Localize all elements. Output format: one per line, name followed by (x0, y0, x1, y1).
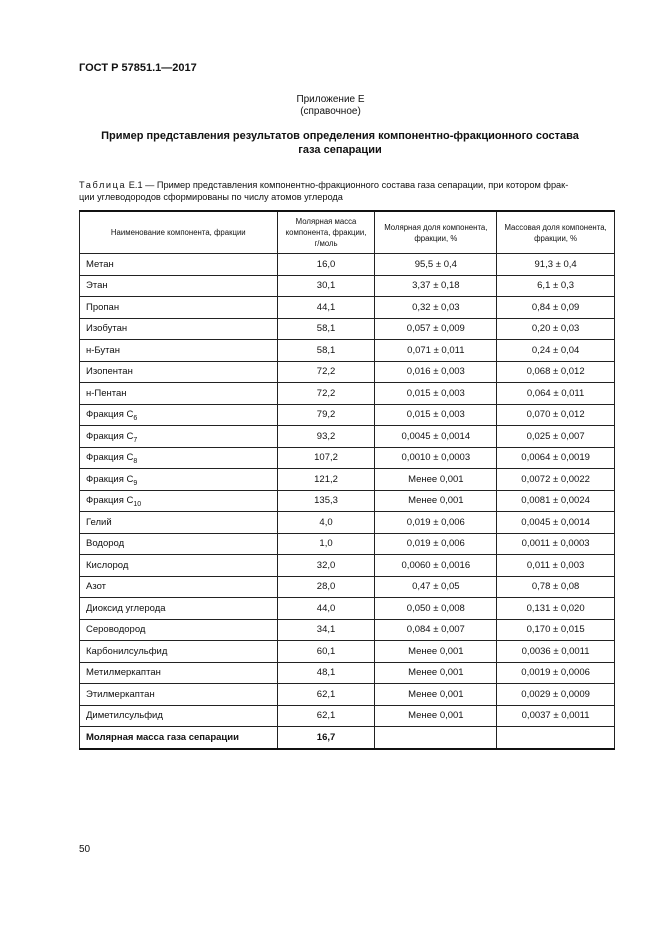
cell-molar-mass (277, 361, 375, 383)
cell-mass-fraction (497, 340, 615, 362)
cell-molar-fraction (375, 404, 497, 426)
cell-molar-mass-text: 32,0 (316, 559, 336, 571)
cell-component-text: Азот (86, 581, 107, 593)
cell-molar-fraction-text: Менее 0,001 (408, 495, 464, 507)
cell-molar-fraction (375, 426, 497, 448)
cell-component-text: Фракция С (86, 473, 134, 485)
table-row (80, 275, 615, 297)
cell-mass-fraction (497, 275, 615, 297)
cell-molar-fraction (375, 684, 497, 706)
cell-molar-fraction (375, 383, 497, 405)
cell-mass-fraction (497, 318, 615, 340)
cell-molar-mass-text: 58,1 (316, 323, 336, 335)
cell-molar-mass-text: 79,2 (316, 409, 336, 421)
table-caption-text-1: — Пример представления компонентно-фракционного состава газа сепарации, при котором фрак- (142, 180, 569, 190)
cell-component (80, 533, 278, 555)
cell-molar-fraction-text: 0,057 ± 0,009 (406, 323, 465, 335)
cell-mass-fraction (497, 447, 615, 469)
cell-mass-fraction-text: 0,0081 ± 0,0024 (521, 495, 590, 507)
cell-component (80, 641, 278, 663)
cell-mass-fraction-text: 0,070 ± 0,012 (526, 409, 585, 421)
header-component: Наименование компонента, фракции (80, 211, 278, 254)
annex-status: (справочное) (300, 106, 361, 117)
cell-molar-fraction (375, 447, 497, 469)
cell-molar-mass (277, 297, 375, 319)
cell-molar-fraction-text: 0,0045 ± 0,0014 (401, 430, 471, 442)
cell-molar-mass-text: 62,1 (316, 688, 336, 700)
cell-component (80, 426, 278, 448)
cell-molar-fraction-text: Менее 0,001 (408, 645, 464, 657)
cell-component (80, 254, 278, 276)
cell-mass-fraction (497, 705, 615, 727)
subscript-carbon-number: 10 (133, 501, 142, 509)
cell-component-text: Метилмеркаптан (86, 667, 161, 679)
cell-molar-fraction (375, 512, 497, 534)
cell-molar-fraction-text: 0,050 ± 0,008 (406, 602, 465, 614)
cell-molar-mass-text: 1,0 (319, 538, 333, 550)
cell-component (80, 705, 278, 727)
table-row (80, 383, 615, 405)
subscript-carbon-number: 7 (133, 436, 138, 444)
composition-table (79, 210, 615, 750)
cell-component (80, 447, 278, 469)
cell-molar-fraction (375, 576, 497, 598)
cell-mass-fraction (497, 254, 615, 276)
cell-mass-fraction (497, 426, 615, 448)
table-row (80, 684, 615, 706)
cell-molar-fraction-text: 3,37 ± 0,18 (412, 280, 460, 292)
cell-molar-mass (277, 598, 375, 620)
cell-component-text: Изопентан (86, 366, 133, 378)
cell-component (80, 469, 278, 491)
cell-mass-fraction-text: 0,0019 ± 0,0006 (521, 667, 590, 679)
cell-mass-fraction-text: 0,0037 ± 0,0011 (521, 710, 590, 722)
cell-component-text: Диоксид углерода (86, 602, 166, 614)
cell-molar-mass (277, 383, 375, 405)
cell-molar-fraction-text: 0,016 ± 0,003 (406, 366, 465, 378)
cell-component-text: Гелий (86, 516, 112, 528)
cell-molar-fraction (375, 361, 497, 383)
cell-component-text: Карбонилсульфид (86, 645, 168, 657)
cell-mass-fraction-text: 0,131 ± 0,020 (526, 602, 585, 614)
cell-molar-fraction (375, 555, 497, 577)
cell-mass-fraction-text: 0,0072 ± 0,0022 (521, 473, 590, 485)
table-row (80, 619, 615, 641)
cell-component-text: Фракция С (86, 495, 134, 507)
cell-molar-mass (277, 490, 375, 512)
cell-component (80, 275, 278, 297)
cell-molar-fraction (375, 619, 497, 641)
total-empty-cell (375, 727, 497, 749)
cell-component-text: Пропан (86, 301, 120, 313)
cell-molar-mass-text: 28,0 (316, 581, 336, 593)
cell-molar-fraction (375, 275, 497, 297)
total-empty-cell (497, 727, 615, 749)
cell-mass-fraction-text: 0,0045 ± 0,0014 (521, 516, 590, 528)
table-row (80, 576, 615, 598)
cell-molar-mass (277, 469, 375, 491)
subscript-carbon-number: 6 (133, 415, 138, 423)
cell-molar-mass-text: 16,0 (316, 258, 336, 270)
cell-component-text: Диметилсульфид (86, 710, 163, 722)
cell-molar-fraction-text: 0,015 ± 0,003 (406, 409, 465, 421)
total-label: Молярная масса газа сепарации (80, 727, 278, 749)
cell-mass-fraction-text: 0,0036 ± 0,0011 (521, 645, 590, 657)
cell-molar-mass (277, 662, 375, 684)
table-row (80, 490, 615, 512)
cell-component (80, 340, 278, 362)
cell-component-text: Изобутан (86, 323, 128, 335)
cell-molar-mass-text: 72,2 (316, 366, 336, 378)
cell-molar-mass-text: 93,2 (316, 430, 336, 442)
table-caption (79, 179, 619, 203)
cell-component (80, 598, 278, 620)
cell-molar-mass (277, 641, 375, 663)
cell-mass-fraction-text: 0,0029 ± 0,0009 (521, 688, 590, 700)
cell-molar-mass (277, 533, 375, 555)
cell-molar-mass (277, 275, 375, 297)
cell-mass-fraction-text: 0,064 ± 0,011 (526, 387, 585, 399)
cell-mass-fraction-text: 6,1 ± 0,3 (537, 280, 575, 292)
cell-molar-fraction-text: Менее 0,001 (408, 688, 464, 700)
cell-molar-fraction-text: 0,0060 ± 0,0016 (401, 559, 471, 571)
cell-molar-fraction (375, 469, 497, 491)
page-number: 50 (79, 844, 91, 855)
cell-molar-fraction-text: 0,019 ± 0,006 (406, 538, 465, 550)
cell-molar-mass-text: 30,1 (316, 280, 336, 292)
document-title-line1: Пример представления результатов определения компонентно-фракционного состава (101, 130, 579, 142)
table-row (80, 662, 615, 684)
cell-mass-fraction (497, 619, 615, 641)
annex-title: Приложение Е (296, 94, 365, 105)
cell-mass-fraction-text: 0,24 ± 0,04 (531, 344, 580, 356)
cell-molar-fraction (375, 340, 497, 362)
cell-mass-fraction (497, 641, 615, 663)
cell-mass-fraction (497, 576, 615, 598)
cell-molar-fraction-text: Менее 0,001 (408, 473, 464, 485)
cell-molar-mass (277, 684, 375, 706)
table-row (80, 297, 615, 319)
table-row (80, 705, 615, 727)
cell-molar-mass (277, 254, 375, 276)
cell-mass-fraction-text: 91,3 ± 0,4 (534, 258, 577, 270)
cell-molar-fraction (375, 254, 497, 276)
table-row (80, 512, 615, 534)
cell-molar-fraction (375, 297, 497, 319)
cell-component (80, 490, 278, 512)
cell-mass-fraction-text: 0,025 ± 0,007 (526, 430, 585, 442)
table-body (80, 254, 615, 749)
table-label: Таблица (79, 180, 127, 190)
table-row (80, 469, 615, 491)
cell-molar-fraction-text: 0,0010 ± 0,0003 (401, 452, 471, 464)
cell-component (80, 512, 278, 534)
cell-molar-fraction (375, 598, 497, 620)
cell-molar-fraction (375, 641, 497, 663)
cell-molar-mass (277, 318, 375, 340)
cell-molar-mass (277, 576, 375, 598)
table-row (80, 598, 615, 620)
cell-mass-fraction-text: 0,0064 ± 0,0019 (521, 452, 590, 464)
cell-molar-mass-text: 58,1 (316, 344, 336, 356)
cell-molar-mass-text: 48,1 (316, 667, 336, 679)
cell-component-text: Фракция С (86, 452, 134, 464)
cell-component (80, 684, 278, 706)
cell-molar-fraction (375, 662, 497, 684)
cell-molar-mass-text: 4,0 (319, 516, 333, 528)
table-row (80, 254, 615, 276)
cell-molar-mass-text: 34,1 (316, 624, 336, 636)
cell-molar-fraction-text: Менее 0,001 (408, 710, 464, 722)
cell-molar-fraction-text: 0,015 ± 0,003 (406, 387, 465, 399)
cell-mass-fraction (497, 469, 615, 491)
cell-mass-fraction-text: 0,011 ± 0,003 (526, 559, 585, 571)
cell-component (80, 555, 278, 577)
cell-mass-fraction-text: 0,84 ± 0,09 (531, 301, 580, 313)
cell-molar-mass-text: 44,0 (316, 602, 336, 614)
cell-molar-mass-text: 121,2 (314, 473, 338, 485)
header-molar-fraction: Молярная доля компонента, фракции, % (375, 211, 497, 254)
cell-molar-mass-text: 107,2 (314, 452, 338, 464)
cell-component (80, 361, 278, 383)
cell-molar-mass-text: 60,1 (316, 645, 336, 657)
cell-mass-fraction (497, 598, 615, 620)
cell-molar-mass (277, 705, 375, 727)
cell-mass-fraction (497, 404, 615, 426)
cell-molar-mass-text: 44,1 (316, 301, 336, 313)
cell-mass-fraction (497, 490, 615, 512)
cell-component (80, 404, 278, 426)
cell-component (80, 318, 278, 340)
header-molar-mass: Молярная масса компонента, фракции, г/моль (277, 211, 375, 254)
cell-mass-fraction-text: 0,0011 ± 0,0003 (521, 538, 590, 550)
cell-component-text: Этилмеркаптан (86, 688, 155, 700)
cell-molar-fraction-text: 0,32 ± 0,03 (412, 301, 460, 313)
table-row (80, 404, 615, 426)
cell-molar-fraction (375, 533, 497, 555)
table-row (80, 340, 615, 362)
table-row (80, 641, 615, 663)
table-total-row (80, 727, 615, 749)
table-caption-text-2: ции углеводородов сформированы по числу атомов углерода (79, 192, 343, 202)
cell-molar-mass (277, 340, 375, 362)
cell-molar-fraction-text: 0,084 ± 0,007 (406, 624, 465, 636)
cell-mass-fraction (497, 297, 615, 319)
cell-molar-mass (277, 619, 375, 641)
cell-component-text: Этан (86, 280, 108, 292)
standard-code: ГОСТ Р 57851.1—2017 (79, 62, 197, 74)
cell-mass-fraction (497, 662, 615, 684)
cell-mass-fraction (497, 684, 615, 706)
table-row (80, 447, 615, 469)
cell-mass-fraction (497, 533, 615, 555)
cell-mass-fraction-text: 0,170 ± 0,015 (526, 624, 585, 636)
cell-molar-fraction-text: 0,019 ± 0,006 (406, 516, 465, 528)
cell-component-text: Кислород (86, 559, 129, 571)
subscript-carbon-number: 9 (133, 479, 138, 487)
header-mass-fraction: Массовая доля компонента, фракции, % (497, 211, 615, 254)
table-row (80, 318, 615, 340)
cell-molar-mass (277, 512, 375, 534)
cell-molar-fraction-text: 95,5 ± 0,4 (414, 258, 457, 270)
cell-component-text: Фракция С (86, 409, 134, 421)
cell-molar-fraction (375, 705, 497, 727)
cell-molar-fraction (375, 490, 497, 512)
cell-component-text: Водород (86, 538, 125, 550)
cell-molar-mass (277, 426, 375, 448)
table-row (80, 361, 615, 383)
cell-molar-mass (277, 447, 375, 469)
table-header-row (80, 211, 615, 254)
document-title (90, 129, 590, 157)
cell-component-text: Фракция С (86, 430, 134, 442)
cell-component-text: Метан (86, 258, 114, 270)
cell-component (80, 576, 278, 598)
cell-component-text: н-Бутан (86, 344, 120, 356)
cell-mass-fraction (497, 361, 615, 383)
cell-component (80, 297, 278, 319)
cell-component (80, 662, 278, 684)
subscript-carbon-number: 8 (133, 458, 138, 466)
cell-molar-fraction-text: 0,071 ± 0,011 (407, 344, 465, 356)
cell-component (80, 383, 278, 405)
table-row (80, 533, 615, 555)
cell-mass-fraction (497, 383, 615, 405)
cell-mass-fraction-text: 0,78 ± 0,08 (531, 581, 580, 593)
cell-molar-fraction-text: Менее 0,001 (408, 667, 464, 679)
cell-component-text: Сероводород (86, 624, 146, 636)
total-value: 16,7 (277, 727, 375, 749)
table-row (80, 426, 615, 448)
cell-mass-fraction (497, 512, 615, 534)
cell-molar-fraction-text: 0,47 ± 0,05 (412, 581, 460, 593)
cell-molar-mass-text: 72,2 (316, 387, 336, 399)
cell-mass-fraction-text: 0,068 ± 0,012 (526, 366, 585, 378)
cell-mass-fraction (497, 555, 615, 577)
cell-molar-mass-text: 62,1 (316, 710, 336, 722)
cell-component-text: н-Пентан (86, 387, 127, 399)
table-row (80, 555, 615, 577)
cell-molar-mass (277, 404, 375, 426)
table-number: Е.1 (128, 180, 143, 190)
cell-component (80, 619, 278, 641)
cell-molar-mass (277, 555, 375, 577)
cell-molar-mass-text: 135,3 (314, 495, 338, 507)
cell-mass-fraction-text: 0,20 ± 0,03 (531, 323, 580, 335)
cell-molar-fraction (375, 318, 497, 340)
document-title-line2: газа сепарации (298, 144, 382, 156)
